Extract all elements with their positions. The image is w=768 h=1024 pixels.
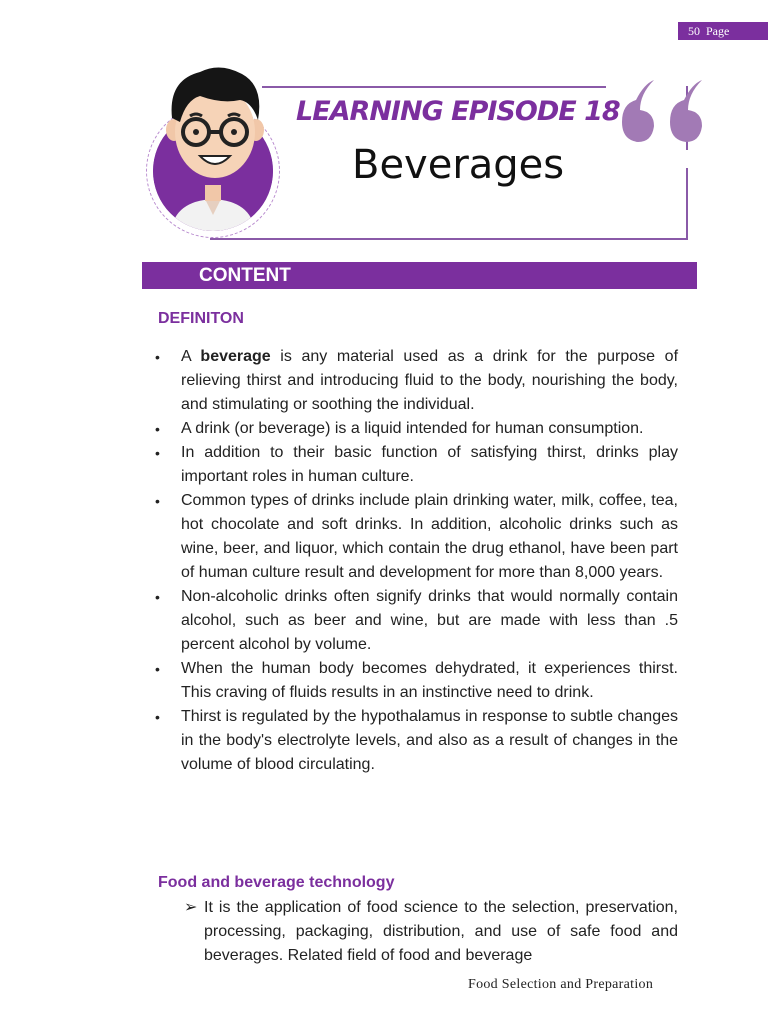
list-item-text: It is the application of food science to the selection, preservation, processing, packaging, distribution, and use of safe food and beverages. Related field of food and beverage: [204, 899, 678, 964]
content-section-bar: [142, 262, 697, 289]
page-number: 50: [688, 24, 700, 38]
list-item: • A beverage is any material used as a drink for the purpose of relieving thirst and introducing fluid to the body, nourishing the body, and stimulating or soothing the individual.: [154, 345, 678, 417]
page-title: Beverages: [352, 142, 565, 188]
list-item: • Non-alcoholic drinks often signify drinks that would normally contain alcohol, such as beer and wine, but are made with less than .5 percent alcohol by volume.: [154, 585, 678, 657]
definition-heading: DEFINITON: [158, 310, 244, 327]
page-footer: Food Selection and Preparation: [468, 977, 654, 992]
list-item: • When the human body becomes dehydrated, it experiences thirst. This craving of fluids results in an instinctive need to drink.: [154, 657, 678, 705]
episode-title: LEARNING EPISODE 18: [296, 96, 620, 127]
list-item: [184, 896, 678, 968]
page-number-tag: [678, 22, 768, 40]
list-item: • A drink (or beverage) is a liquid intended for human consumption.: [154, 417, 678, 441]
list-item: • Thirst is regulated by the hypothalamus in response to subtle changes in the body's electrolyte levels, and also as a result of changes in the volume of blood circulating.: [154, 705, 678, 777]
subsection-heading: Food and beverage technology: [158, 874, 395, 891]
page-label: Page: [706, 24, 730, 38]
list-item: • Common types of drinks include plain drinking water, milk, coffee, tea, hot chocolate and soft drinks. In addition, alcoholic drinks such as wine, beer, and liquor, which contain the drug ethanol, have been part of human culture result and development for more than 8,000 years.: [154, 489, 678, 585]
content-section-label: CONTENT: [199, 265, 291, 286]
definition-list: [154, 345, 678, 777]
quote-mark-icon: [614, 70, 714, 156]
avatar-face-icon: [160, 60, 270, 200]
list-item: • In addition to their basic function of satisfying thirst, drinks play important roles in human culture.: [154, 441, 678, 489]
arrow-bullet-icon: ➢: [184, 899, 198, 916]
